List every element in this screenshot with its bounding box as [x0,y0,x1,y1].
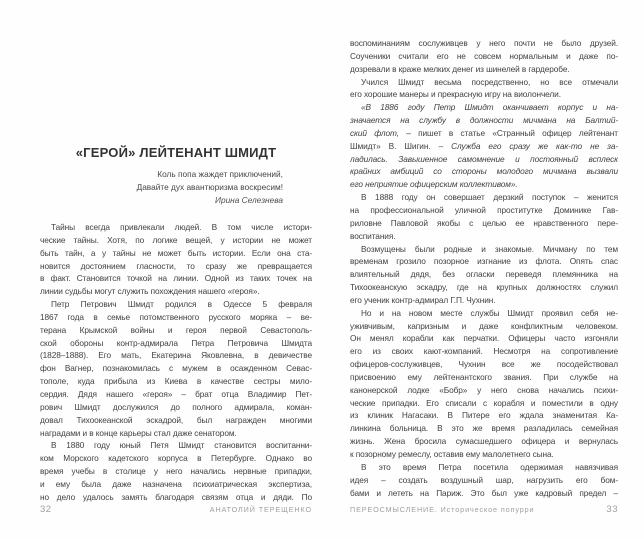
text-line: его из своих кают-компаний. Несмотря на сопротивление [350,346,618,357]
text-line: сердия. Дядя нашего «героя» – брат отца Владимир Пет- [40,388,312,399]
text-line: к позорному ремеслу, оставив ему малолетнего сына. [350,449,554,459]
page-right [350,0,618,540]
text-line: воспитания. [350,230,396,241]
text-line: в факт. Становится точкой на линии. Одной из таких точек на [40,273,312,284]
epigraph-line: Коль попа жаждет приключений, [157,169,283,179]
page-body-text [350,37,618,499]
text-line: его хорошие манеры и прекрасную игру на виолончели. [350,89,561,100]
text-line: терана Крымской войны и героя первой Севастополь- [40,324,312,335]
text-line: 1867 года в семье потомственного русского моряка – ве- [40,311,312,322]
text-line: В 1888 году он совершает дерзкий поступок – женится [361,192,618,203]
text-line: ской обороны контр-адмирала Петра Петровича Шмидта [40,337,312,348]
text-line: но дело удалось замять благодаря связям отца и дяди. По [40,491,312,502]
text-line: значается на службу в должности мичмана на Балтий- [350,115,618,126]
epigraph-line: Давайте дух авантюризма воскресим! [136,182,283,192]
page-number: 32 [40,504,52,515]
text-line: присвоению ему лейтенантского звания. При службе на [350,371,618,382]
text-line: (1828–1888). Его мать, Екатерина Яковлевна, в девичестве [40,350,312,361]
text-line: В это время Петра посетила одержимая навязчивая [361,461,618,472]
text-line: Тихоокеанскую эскадру, где на крупных должностях служил [350,282,618,293]
text-line: линии судьбы могут служить похождения нашего «героя». [40,286,260,297]
text-line: Он менял корабли как перчатки. Офицеры часто изгоняли [350,333,618,344]
page-footer [40,504,312,515]
text-line: влиятельный дядя, без огласки переведя племянника на [350,269,618,280]
text-line: Но и на новом месте службы Шмидт проявил себя не- [361,307,618,318]
text-line: Возмущены были родные и знакомые. Мичману по тем [361,243,618,254]
text-line: ческие припадки. Его списали с корабля и поместили в одну [350,397,618,408]
text-line: наградами и в конце карьеры стал даже сенатором. [40,427,237,438]
chapter-title: «ГЕРОЙ» ЛЕЙТЕНАНТ ШМИДТ [75,145,277,160]
text-line: канонерской лодке «Бобр» у него снова начались психи- [350,384,618,395]
text-line: дозревали в краже мелких денег из шинелей в гардеробе. [350,63,570,74]
page-body-text [40,221,312,504]
text-line: Соученики считали его не совсем нормальным и даже по- [350,50,618,61]
text-line: рович Шмидт дослужился до полного адмирала, коман- [40,401,312,412]
text-line: фон Вагнер, познакомилась с мужем в осажденном Севас- [40,363,312,374]
page-number: 33 [606,504,618,515]
text-line: уживчивым, капризным и даже конфликтным человеком. [350,320,618,331]
epigraph [40,168,283,207]
text-line: бами и лететь на Париж. Это был уже кадровый предел – [350,487,618,498]
text-line: офицеров-сослуживцев, Чухнин все же посодействовал [350,359,618,370]
page-left [40,0,312,540]
page-footer [350,504,618,515]
text-line: из клиник Нагасаки. В Питере его ждала знаменитая Ка- [350,410,618,421]
running-footer-author: АНАТОЛИЙ ТЕРЕЩЕНКО [209,505,312,514]
text-line: тополе, куда прибыла из Киева в качестве сестры мило- [40,376,312,387]
text-line: жизнь. Жена бросила сумасшедшего офицера и вернулась [350,436,618,447]
text-line: время учебы в столице у него начались нервные припадки, [40,466,312,477]
text-line: В 1880 году юный Петя Шмидт становится воспитанни- [51,440,312,451]
text-line: и ему была даже назначена психиатрическая экспертиза, [40,478,312,489]
text-line: его ученик контр-адмирал Г.П. Чухнин. [350,294,496,305]
text-line: крайних амбиций со стороны молодого мичмана вызвали [350,166,618,177]
text-line: Учился Шмидт весьма посредственно, но все отмечали [361,76,618,87]
text-line: Тайны всегда привлекали людей. В том числе истори- [51,222,312,232]
epigraph-attribution: Ирина Селезнева [215,195,283,205]
text-line: на профессиональной уличной проститутке Доминике Гав- [350,204,618,215]
text-line: временам грозило позорное изгнание из флота. Опять спас [350,256,618,267]
text-line: линкина больница. В это же время разладилась семейная [350,423,618,434]
text-line: быть тайн, а у тайны не может быть истории. Если она ста- [40,247,312,258]
text-line: идея – создать воздушный шар, нагрузить его бом- [350,474,618,485]
text-line: ладилась. Завышенное самомнение и постоянный всплеск [350,153,618,164]
text-line: риловне Павловой якобы с целью ее нравственного пере- [350,217,618,228]
text-line: Петр Петрович Шмидт родился в Одессе 5 февраля [51,299,312,310]
text-line: новится достоянием гласности, то сразу же превращается [40,260,312,271]
text-line: ский флот, – пишет в статье «Странный офицер лейтенант [350,127,618,138]
text-line: довал Тихоокеанской эскадрой, был награжден многими [40,414,312,425]
running-footer-book-title: ПЕРЕОСМЫСЛЕНИЕ. Историческое попурри [350,505,535,514]
text-line: воспоминаниям сослуживцев у него почти не было друзей. [350,38,618,48]
text-line: ческие тайны. Хотя, по логике вещей, у истории не может [40,234,312,245]
text-line: ком Морского кадетского корпуса в Петербурге. Однако во [40,453,312,464]
text-line: «В 1886 году Петр Шмидт оканчивает корпус и на- [361,102,618,113]
text-line: его неприятие офицерским коллективом». [350,179,518,190]
text-line: Шмидт» В. Шигин. – Служба его сразу же как-то не за- [350,140,618,151]
